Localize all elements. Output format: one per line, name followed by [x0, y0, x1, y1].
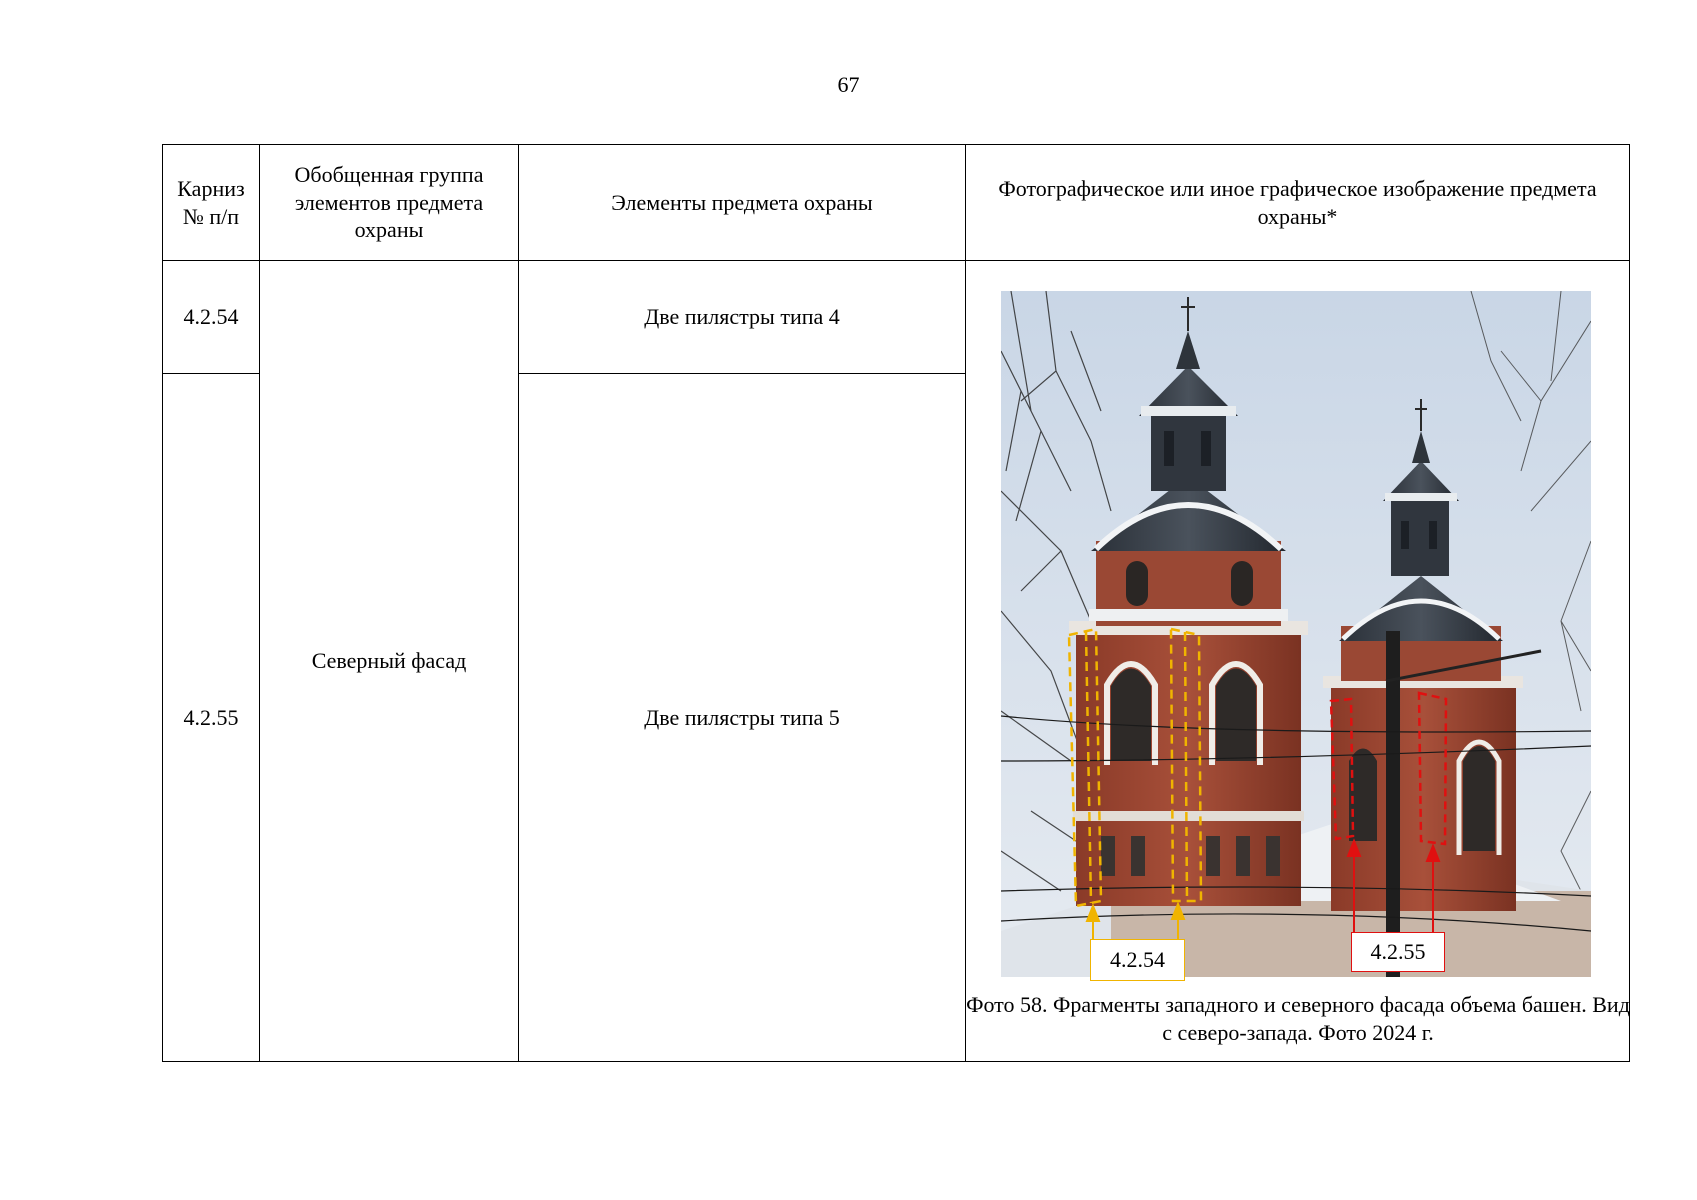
group-cell: Северный фасад: [260, 261, 519, 1062]
header-elements: Элементы предмета охраны: [519, 145, 966, 261]
marker-label-red: 4.2.55: [1351, 932, 1445, 972]
photo-caption: Фото 58. Фрагменты западного и северного фасада объема башен. Вид с северо-запада. Фото 2024 г.: [966, 992, 1630, 1046]
protection-table: [162, 144, 1630, 1062]
row-number: 4.2.55: [163, 374, 260, 1062]
table-row: [163, 261, 1630, 374]
photo-cell: [966, 261, 1630, 1062]
church-towers-photo: [1001, 291, 1591, 977]
header-number: Карниз № п/п: [163, 145, 260, 261]
row-element: Две пилястры типа 4: [519, 261, 966, 374]
row-element: Две пилястры типа 5: [519, 374, 966, 1062]
row-number: 4.2.54: [163, 261, 260, 374]
header-group: Обобщенная группа элементов предмета охраны: [260, 145, 519, 261]
marker-label-yellow: 4.2.54: [1090, 939, 1185, 981]
header-image: Фотографическое или иное графическое изображение предмета охраны*: [966, 145, 1630, 261]
page-number: 67: [837, 72, 860, 97]
table-header-row: [163, 145, 1630, 261]
